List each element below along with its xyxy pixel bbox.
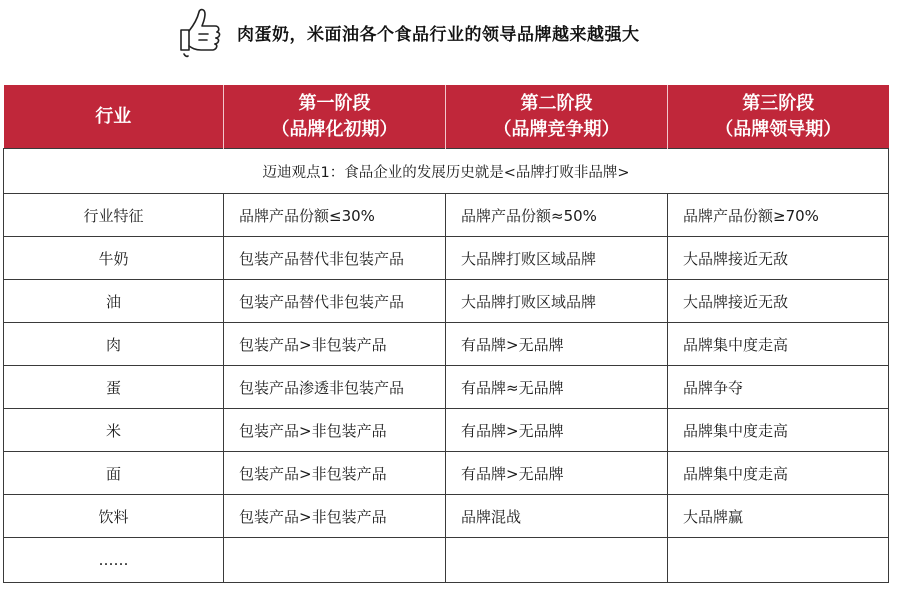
- header-stage-2: 第二阶段 （品牌竞争期）: [446, 85, 668, 149]
- page-headline: 肉蛋奶，米面油各个食品行业的领导品牌越来越强大: [237, 24, 640, 45]
- stage-1-cell: [224, 538, 446, 583]
- industry-cell: 蛋: [4, 366, 224, 409]
- table-row: [4, 366, 889, 409]
- stage-2-cell: 大品牌打败区域品牌: [446, 280, 668, 323]
- industry-cell: 行业特征: [4, 194, 224, 237]
- table-row: [4, 538, 889, 583]
- stage-1-cell: 包装产品替代非包装产品: [224, 280, 446, 323]
- table-row: [4, 194, 889, 237]
- viewpoint-row: [4, 149, 889, 194]
- stage-3-cell: 品牌产品份额≥70%: [668, 194, 889, 237]
- table-row: [4, 280, 889, 323]
- stage-1-cell: 包装产品>非包装产品: [224, 452, 446, 495]
- stage-2-cell: [446, 538, 668, 583]
- table-row: [4, 323, 889, 366]
- industry-cell: 牛奶: [4, 237, 224, 280]
- stage-2-cell: 有品牌>无品牌: [446, 409, 668, 452]
- stage-2-cell: 品牌混战: [446, 495, 668, 538]
- stage-1-cell: 包装产品>非包装产品: [224, 323, 446, 366]
- stage-3-cell: 大品牌接近无敌: [668, 280, 889, 323]
- header-stage-1: 第一阶段 （品牌化初期）: [224, 85, 446, 149]
- page-header: [175, 4, 640, 60]
- brand-stage-table: [3, 85, 889, 583]
- stage-3-cell: 大品牌赢: [668, 495, 889, 538]
- stage-3-cell: 品牌集中度走高: [668, 409, 889, 452]
- stage-2-cell: 有品牌≈无品牌: [446, 366, 668, 409]
- table-row: [4, 409, 889, 452]
- industry-cell: 油: [4, 280, 224, 323]
- stage-2-cell: 有品牌>无品牌: [446, 452, 668, 495]
- industry-cell: 饮料: [4, 495, 224, 538]
- stage-1-cell: 品牌产品份额≤30%: [224, 194, 446, 237]
- table-header-row: [4, 85, 889, 149]
- stage-2-cell: 大品牌打败区域品牌: [446, 237, 668, 280]
- stage-3-cell: [668, 538, 889, 583]
- table-row: [4, 452, 889, 495]
- stage-3-cell: 品牌争夺: [668, 366, 889, 409]
- stage-1-cell: 包装产品渗透非包装产品: [224, 366, 446, 409]
- header-stage-3: 第三阶段 （品牌领导期）: [668, 85, 889, 149]
- stage-3-cell: 大品牌接近无敌: [668, 237, 889, 280]
- stage-1-cell: 包装产品>非包装产品: [224, 495, 446, 538]
- industry-cell: ……: [4, 538, 224, 583]
- header-industry: 行业: [4, 85, 224, 149]
- table-row: [4, 495, 889, 538]
- thumbs-up-icon: [175, 4, 227, 60]
- stage-1-cell: 包装产品替代非包装产品: [224, 237, 446, 280]
- table-row: [4, 237, 889, 280]
- stage-2-cell: 有品牌>无品牌: [446, 323, 668, 366]
- industry-cell: 面: [4, 452, 224, 495]
- industry-cell: 肉: [4, 323, 224, 366]
- stage-2-cell: 品牌产品份额≈50%: [446, 194, 668, 237]
- stage-1-cell: 包装产品>非包装产品: [224, 409, 446, 452]
- industry-cell: 米: [4, 409, 224, 452]
- stage-3-cell: 品牌集中度走高: [668, 452, 889, 495]
- stage-3-cell: 品牌集中度走高: [668, 323, 889, 366]
- viewpoint-text: 迈迪观点1：食品企业的发展历史就是<品牌打败非品牌>: [4, 149, 889, 194]
